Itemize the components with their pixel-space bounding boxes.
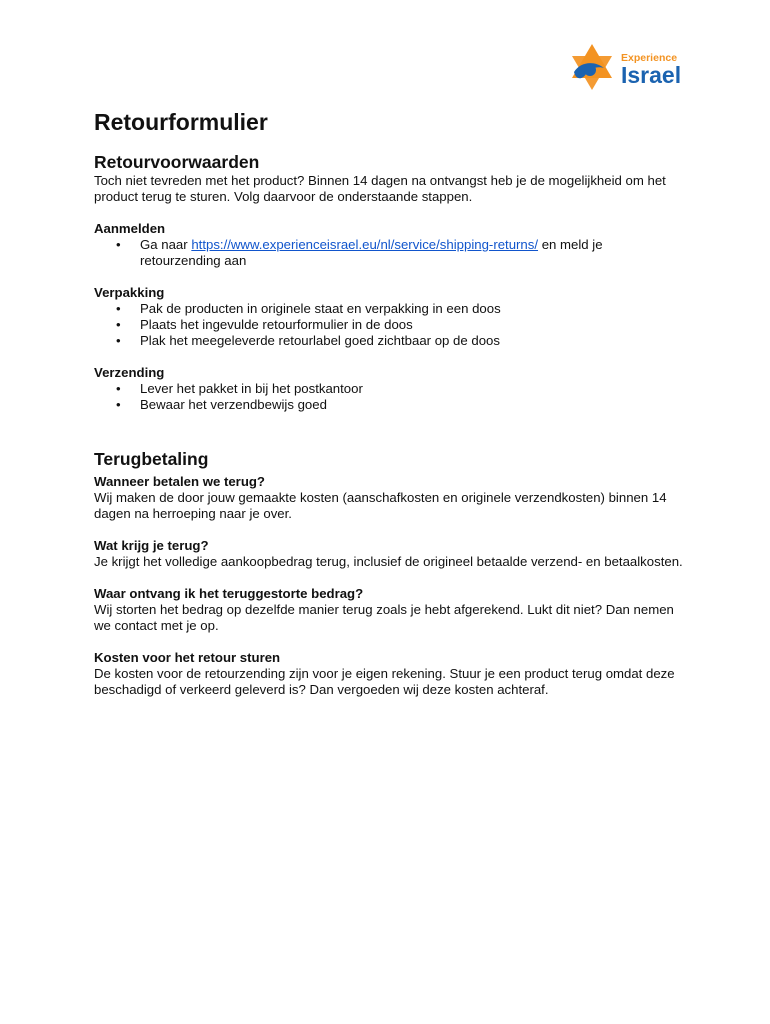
shipping-returns-link[interactable]: https://www.experienceisrael.eu/nl/service/shipping-returns/ (191, 237, 539, 252)
bullet-list (94, 381, 684, 413)
conditions-heading: Retourvoorwaarden (94, 152, 260, 172)
bullet-icon: • (116, 237, 121, 252)
section-verzending (94, 365, 684, 413)
answer-text: Wij maken de door jouw gemaakte kosten (aanschafkosten en originele verzendkosten) binnen 14 dagen na herroeping naar je over. (94, 490, 667, 521)
section-heading: Verzending (94, 365, 165, 380)
question-heading: Wat krijg je terug? (94, 538, 209, 553)
logo-text-israel: Israel (621, 62, 682, 88)
list-item (94, 381, 684, 397)
list-item-text: Lever het pakket in bij het postkantoor (140, 381, 363, 396)
question-heading: Wanneer betalen we terug? (94, 474, 265, 489)
list-item-text: Plaats het ingevulde retourformulier in de doos (140, 317, 413, 332)
refund-heading: Terugbetaling (94, 449, 209, 469)
list-item-text: Bewaar het verzendbewijs goed (140, 397, 327, 412)
list-item (94, 397, 684, 413)
refund-qa-when (94, 474, 684, 522)
list-item (94, 317, 684, 333)
list-item (94, 333, 684, 349)
list-item (94, 237, 684, 269)
list-item-suffix: en meld je retourzending aan (140, 237, 603, 268)
answer-text: Wij storten het bedrag op dezelfde manier terug zoals je hebt afgerekend. Lukt dit niet? Dan nemen we contact met je op. (94, 602, 674, 633)
document-body (94, 108, 684, 698)
bullet-list (94, 301, 684, 349)
refund-qa-costs (94, 650, 684, 698)
list-item-text: Pak de producten in originele staat en verpakking in een doos (140, 301, 501, 316)
star-of-david-icon (564, 42, 620, 92)
section-heading: Aanmelden (94, 221, 166, 236)
page-title: Retourformulier (94, 109, 268, 135)
bullet-icon: • (116, 333, 121, 348)
bullet-icon: • (116, 317, 121, 332)
bullet-icon: • (116, 301, 121, 316)
bullet-icon: • (116, 381, 121, 396)
question-heading: Waar ontvang ik het teruggestorte bedrag? (94, 586, 364, 601)
refund-qa-what (94, 538, 684, 570)
logo-text-experience: Experience (621, 52, 678, 64)
section-heading: Verpakking (94, 285, 165, 300)
bullet-icon: • (116, 397, 121, 412)
experience-israel-logo (564, 42, 680, 92)
section-verpakking (94, 285, 684, 349)
answer-text: Je krijgt het volledige aankoopbedrag terug, inclusief de origineel betaalde verzend- en betaalkosten. (94, 554, 683, 569)
section-aanmelden (94, 221, 684, 269)
conditions-intro: Toch niet tevreden met het product? Binnen 14 dagen na ontvangst heb je de mogelijkheid om het product terug te sturen. Volg daarvoor de onderstaande stappen. (94, 173, 666, 204)
list-item-text: Plak het meegeleverde retourlabel goed zichtbaar op de doos (140, 333, 500, 348)
list-item-prefix: Ga naar (140, 237, 192, 252)
answer-text: De kosten voor de retourzending zijn voor je eigen rekening. Stuur je een product terug omdat deze beschadigd of verkeerd geleverd is? Dan vergoeden wij deze kosten achteraf. (94, 666, 675, 697)
list-item (94, 301, 684, 317)
refund-qa-where (94, 586, 684, 634)
question-heading: Kosten voor het retour sturen (94, 650, 281, 665)
bullet-list (94, 237, 684, 269)
